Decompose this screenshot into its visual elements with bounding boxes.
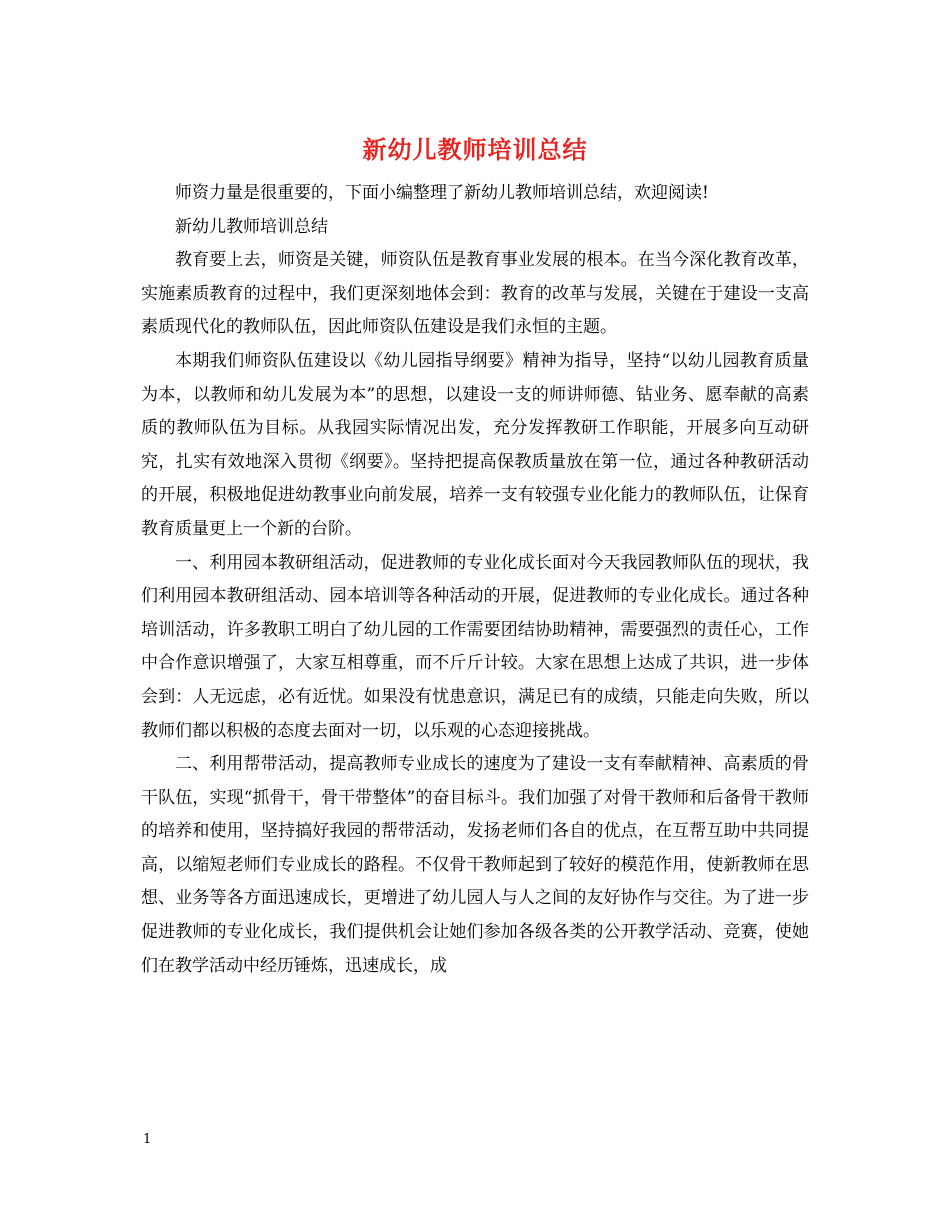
document-body bbox=[141, 177, 809, 983]
paragraph-1: 教育要上去，师资是关键，师资队伍是教育事业发展的根本。在当今深化教育改革，实施素质教育的过程中，我们更深刻地体会到：教育的改革与发展，关键在于建设一支高素质现代化的教师队伍，因此师资队伍建设是我们永恒的主题。 bbox=[141, 250, 809, 338]
document-title: 新幼儿教师培训总结 bbox=[362, 135, 588, 164]
paragraph-4: 二、利用帮带活动，提高教师专业成长的速度为了建设一支有奉献精神、高素质的骨干队伍，实现“抓骨干，骨干带整体”的奋目标斗。我们加强了对骨干教师和后备骨干教师的培养和使用，坚持搞好我园的帮带活动，发扬老师们各自的优点，在互帮互助中共同提高，以缩短老师们专业成长的路程。不仅骨干教师起到了较好的模范作用，使新教师在思想、业务等各方面迅速成长，更增进了幼儿园人与人之间的友好协作与交往。为了进一步促进教师的专业化成长，我们提供机会让她们参加各级各类的公开教学活动、竞赛，使她们在教学活动中经历锤炼，迅速成长，成 bbox=[141, 754, 809, 976]
paragraph-3: 一、利用园本教研组活动，促进教师的专业化成长面对今天我园教师队伍的现状，我们利用园本教研组活动、园本培训等各种活动的开展，促进教师的专业化成长。通过各种培训活动，许多教职工明白了幼儿园的工作需要团结协助精神，需要强烈的责任心，工作中合作意识增强了，大家互相尊重，而不斤斤计较。大家在思想上达成了共识，进一步体会到：人无远虑，必有近忧。如果没有忧患意识，满足已有的成绩，只能走向失败，所以教师们都以积极的态度去面对一切，以乐观的心态迎接挑战。 bbox=[141, 552, 809, 741]
page-number: 1 bbox=[143, 1132, 152, 1147]
paragraph-2: 本期我们师资队伍建设以《幼儿园指导纲要》精神为指导，坚持“以幼儿园教育质量为本，以教师和幼儿发展为本”的思想，以建设一支的师讲师德、钻业务、愿奉献的高素质的教师队伍为目标。从我园实际情况出发，充分发挥教研工作职能，开展多向互动研究，扎实有效地深入贯彻《纲要》。坚持把提高保教质量放在第一位，通过各种教研活动的开展，积极地促进幼教事业向前发展，培养一支有较强专业化能力的教师队伍，让保育教育质量更上一个新的台阶。 bbox=[141, 350, 809, 539]
paragraph-intro: 师资力量是很重要的，下面小编整理了新幼儿教师培训总结，欢迎阅读! bbox=[175, 183, 709, 203]
paragraph-subtitle: 新幼儿教师培训总结 bbox=[175, 216, 328, 237]
